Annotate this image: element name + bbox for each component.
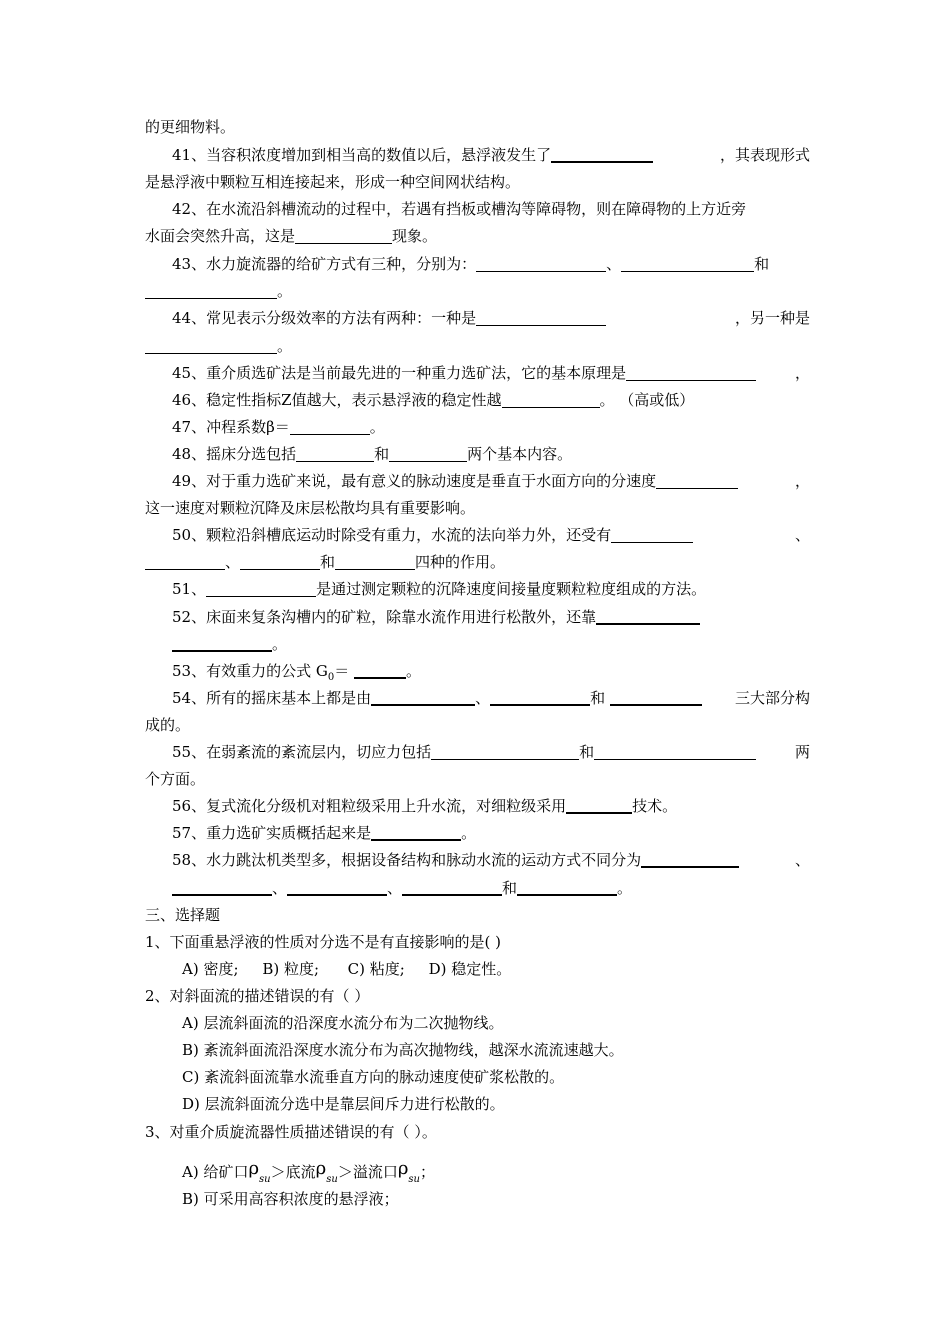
question-53: 53、有效重力的公式 $G_0=$ 。 (172, 662, 422, 683)
choice-question-2: 2、对斜面流的描述错误的有（ ） (145, 987, 370, 1005)
choice-question-3: 3、对重介质旋流器性质描述错误的有（ ）。 (145, 1123, 437, 1141)
answer-blank[interactable] (172, 634, 272, 652)
question-50: 50、颗粒沿斜槽底运动时除受有重力，水流的法向举力外，还受有 、 (172, 526, 810, 544)
answer-blank[interactable] (656, 472, 738, 489)
answer-blank[interactable] (295, 227, 392, 244)
choice-option: B) 可采用高容积浓度的悬浮液； (182, 1190, 399, 1208)
text-line: 。 (145, 280, 810, 302)
question-58: 58、水力跳汰机类型多，根据设备结构和脉动水流的运动方式不同分为 、 (172, 851, 810, 869)
text-line: 、 、 和 。 (172, 877, 810, 899)
answer-blank[interactable] (431, 743, 579, 760)
question-41: 41、当容积浓度增加到相当高的数值以后，悬浮液发生了 ，其表现形式 (172, 146, 810, 164)
answer-blank[interactable] (290, 418, 370, 435)
choice-option: D) 层流斜面流分选中是靠层间斥力进行松散的。 (182, 1095, 505, 1113)
text-line: 这一速度对颗粒沉降及床层松散均具有重要影响。 (145, 499, 476, 517)
question-55: 55、在弱紊流的紊流层内，切应力包括 和 两 (172, 743, 810, 761)
answer-blank[interactable] (476, 255, 606, 272)
question-46: 46、稳定性指标Z值越大，表示悬浮液的稳定性越 。 （高或低） (172, 391, 695, 409)
choice-option: B) 紊流斜面流沿深度水流分布为高次抛物线，越深水流流速越大。 (182, 1041, 624, 1059)
question-52: 52、床面来复条沟槽内的矿粒，除靠水流作用进行松散外，还靠 (172, 606, 810, 628)
text-line: 水面会突然升高，这是 现象。 (145, 227, 438, 245)
answer-blank[interactable] (490, 688, 590, 706)
text-line: 个方面。 (145, 770, 206, 788)
text-line: 是悬浮液中颗粒互相连接起来，形成一种空间网状结构。 (145, 173, 521, 191)
answer-blank[interactable] (354, 661, 406, 679)
answer-blank[interactable] (389, 445, 467, 462)
choice-question-1: 1、下面重悬浮液的性质对分选不是有直接影响的是( ) (145, 933, 502, 951)
question-57: 57、重力选矿实质概括起来是 。 (172, 824, 477, 842)
answer-blank[interactable] (610, 688, 702, 706)
choice-option: A) 层流斜面流的沿深度水流分布为二次抛物线。 (182, 1014, 504, 1032)
answer-blank[interactable] (594, 743, 756, 760)
answer-blank[interactable] (596, 607, 700, 625)
text-line: 成的。 (145, 716, 191, 734)
answer-blank[interactable] (621, 255, 754, 272)
answer-blank[interactable] (206, 580, 316, 597)
choice-option: A) 给矿口$\rho_{su}>$底流$\rho_{su}>$溢流口$\rho_{su}$； (182, 1158, 436, 1185)
choice-options: A) 密度; B) 粒度; C) 粘度; D) 稳定性。 (182, 960, 512, 978)
answer-blank[interactable] (476, 309, 606, 326)
answer-blank[interactable] (611, 526, 693, 543)
answer-blank[interactable] (240, 553, 320, 570)
question-54: 54、所有的摇床基本上都是由 、 和 三大部分构 (172, 689, 810, 707)
answer-blank[interactable] (335, 553, 415, 570)
answer-blank[interactable] (641, 850, 739, 868)
answer-blank[interactable] (402, 878, 502, 896)
question-44: 44、常见表示分级效率的方法有两种：一种是 ，另一种是 (172, 309, 810, 327)
question-49: 49、对于重力选矿来说，最有意义的脉动速度是垂直于水面方向的分速度 ， (172, 472, 810, 490)
answer-blank[interactable] (371, 688, 475, 706)
answer-blank[interactable] (145, 553, 225, 570)
answer-blank[interactable] (371, 823, 461, 841)
choice-option: C) 紊流斜面流靠水流垂直方向的脉动速度使矿浆松散的。 (182, 1068, 565, 1086)
answer-blank[interactable] (566, 796, 632, 814)
question-51: 51、 是通过测定颗粒的沉降速度间接量度颗粒粒度组成的方法。 (172, 580, 707, 598)
answer-blank[interactable] (626, 364, 756, 381)
question-48: 48、摇床分选包括 和 两个基本内容。 (172, 445, 573, 463)
question-42: 42、在水流沿斜槽流动的过程中，若遇有挡板或槽沟等障碍物，则在障碍物的上方近旁 (172, 200, 747, 218)
answer-blank[interactable] (145, 337, 277, 354)
answer-blank[interactable] (296, 445, 374, 462)
answer-blank[interactable] (287, 878, 387, 896)
text-line: 。 (145, 335, 810, 357)
question-47: 47、冲程系数β＝ 。 (172, 418, 385, 436)
answer-blank[interactable] (551, 145, 653, 163)
text-line: 、 和 四种的作用。 (145, 551, 810, 573)
text-line: 。 (172, 633, 810, 655)
answer-blank[interactable] (502, 391, 600, 408)
text-line: 的更细物料。 (145, 118, 236, 136)
answer-blank[interactable] (145, 282, 277, 299)
question-56: 56、复式流化分级机对粗粒级采用上升水流，对细粒级采用 技术。 (172, 797, 678, 815)
section-heading: 三、选择题 (145, 906, 221, 924)
question-45: 45、重介质选矿法是当前最先进的一种重力选矿法，它的基本原理是 ， (172, 364, 810, 382)
question-43: 43、水力旋流器的给矿方式有三种，分别为： 、 和 (172, 255, 770, 273)
answer-blank[interactable] (517, 878, 617, 896)
answer-blank[interactable] (172, 878, 272, 896)
